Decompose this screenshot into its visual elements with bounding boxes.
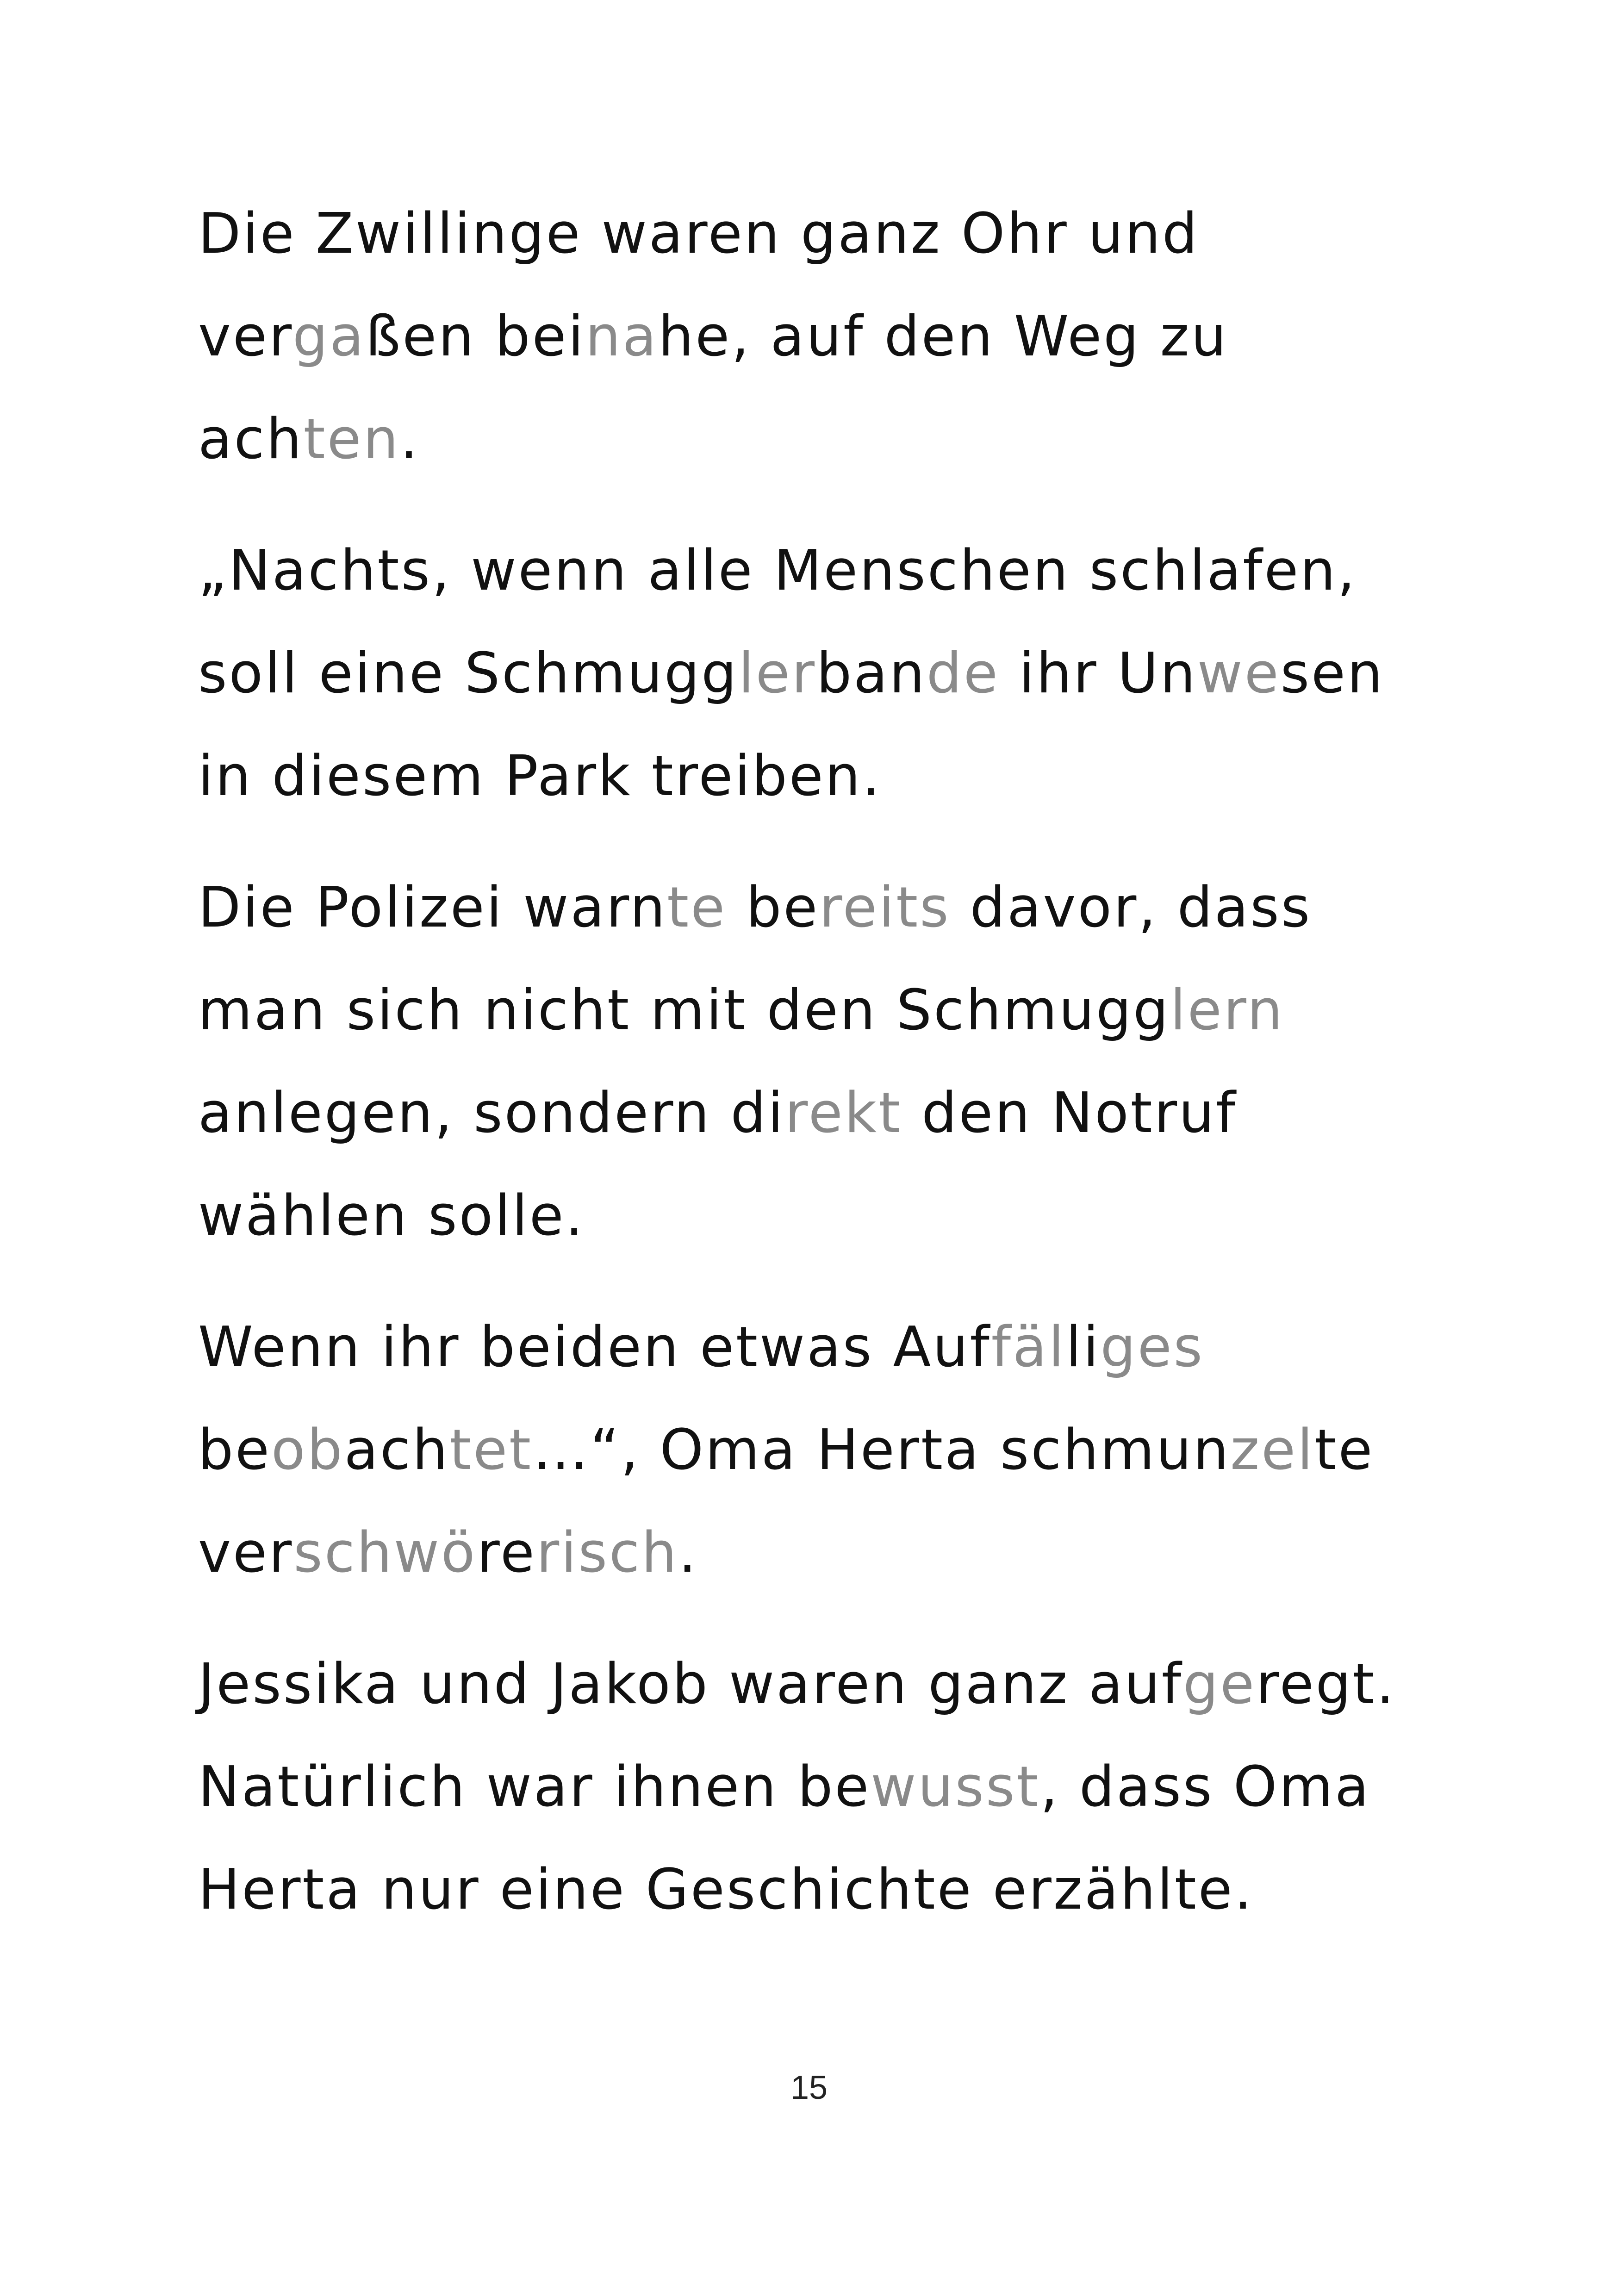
paragraph bbox=[198, 1296, 1471, 1605]
grey-syllable: lern bbox=[1170, 978, 1284, 1043]
grey-syllable: reits bbox=[819, 876, 951, 940]
paragraph bbox=[198, 183, 1471, 491]
grey-syllable: zel bbox=[1230, 1418, 1315, 1482]
text-segment: Die Zwillinge waren ganz Ohr und bbox=[198, 202, 1200, 266]
grey-syllable: ge bbox=[1183, 1652, 1257, 1717]
grey-syllable: rekt bbox=[785, 1081, 902, 1145]
text-segment: he, auf den Weg zu bbox=[658, 305, 1228, 369]
text-segment: ihr Un bbox=[999, 641, 1197, 706]
grey-syllable: ob bbox=[271, 1418, 344, 1482]
grey-syllable: we bbox=[1197, 641, 1281, 706]
grey-syllable: risch bbox=[536, 1521, 679, 1585]
grey-syllable: te bbox=[667, 876, 727, 940]
text-line bbox=[198, 183, 1471, 286]
text-line bbox=[198, 1502, 1471, 1605]
text-segment: sen bbox=[1280, 641, 1385, 706]
text-line bbox=[198, 1296, 1471, 1399]
paragraph bbox=[198, 520, 1471, 828]
story-text bbox=[198, 183, 1471, 1970]
text-segment: „Nachts, wenn alle Menschen schlafen, bbox=[198, 539, 1357, 603]
text-segment: . bbox=[400, 407, 420, 472]
grey-syllable: de bbox=[926, 641, 1000, 706]
grey-syllable: ges bbox=[1100, 1315, 1205, 1380]
text-line bbox=[198, 520, 1471, 622]
grey-syllable: ler bbox=[738, 641, 816, 706]
text-segment: Jessika und Jakob waren ganz auf bbox=[198, 1652, 1183, 1717]
grey-syllable: fäl bbox=[991, 1315, 1066, 1380]
text-line bbox=[198, 1633, 1471, 1736]
text-segment: ßen bei bbox=[365, 305, 585, 369]
text-line bbox=[198, 1736, 1471, 1839]
text-line bbox=[198, 725, 1471, 828]
text-line bbox=[198, 622, 1471, 725]
text-line bbox=[198, 286, 1471, 388]
text-line bbox=[198, 1062, 1471, 1165]
text-segment: li bbox=[1065, 1315, 1101, 1380]
text-segment: , dass Oma bbox=[1040, 1755, 1371, 1819]
text-segment: davor, dass bbox=[950, 876, 1312, 940]
text-segment: Die Polizei warn bbox=[198, 876, 667, 940]
text-segment: ach bbox=[198, 407, 304, 472]
grey-syllable: schwö bbox=[293, 1521, 477, 1585]
text-line bbox=[198, 1839, 1471, 1941]
grey-syllable: ga bbox=[292, 305, 366, 369]
grey-syllable: na bbox=[585, 305, 659, 369]
text-segment: Wenn ihr beiden etwas Auf bbox=[198, 1315, 991, 1380]
text-segment: ver bbox=[198, 305, 293, 369]
grey-syllable: wusst bbox=[871, 1755, 1040, 1819]
text-segment: anlegen, sondern di bbox=[198, 1081, 785, 1145]
text-line bbox=[198, 1165, 1471, 1268]
paragraph bbox=[198, 857, 1471, 1268]
text-segment: in diesem Park treiben. bbox=[198, 744, 882, 809]
text-segment: ban bbox=[816, 641, 927, 706]
grey-syllable: tet bbox=[449, 1418, 533, 1482]
text-segment: wählen solle. bbox=[198, 1184, 585, 1248]
text-segment: te bbox=[1314, 1418, 1375, 1482]
text-segment: soll eine Schmugg bbox=[198, 641, 739, 706]
text-segment: be bbox=[198, 1418, 271, 1482]
text-segment: . bbox=[678, 1521, 698, 1585]
text-segment: …“, Oma Herta schmun bbox=[533, 1418, 1231, 1482]
text-segment: ver bbox=[198, 1521, 294, 1585]
text-segment: Natürlich war ihnen be bbox=[198, 1755, 871, 1819]
text-segment: be bbox=[727, 876, 820, 940]
text-line bbox=[198, 388, 1471, 491]
grey-syllable: ten bbox=[303, 407, 400, 472]
page-number: 15 bbox=[790, 2069, 828, 2106]
text-segment: ach bbox=[344, 1418, 450, 1482]
text-segment: re bbox=[477, 1521, 536, 1585]
text-line bbox=[198, 1399, 1471, 1502]
text-line bbox=[198, 959, 1471, 1062]
text-segment: regt. bbox=[1256, 1652, 1396, 1717]
paragraph bbox=[198, 1633, 1471, 1941]
text-segment: Herta nur eine Geschichte erzählte. bbox=[198, 1858, 1254, 1922]
text-segment: man sich nicht mit den Schmugg bbox=[198, 978, 1170, 1043]
text-line bbox=[198, 857, 1471, 959]
text-segment: den Notruf bbox=[902, 1081, 1238, 1145]
